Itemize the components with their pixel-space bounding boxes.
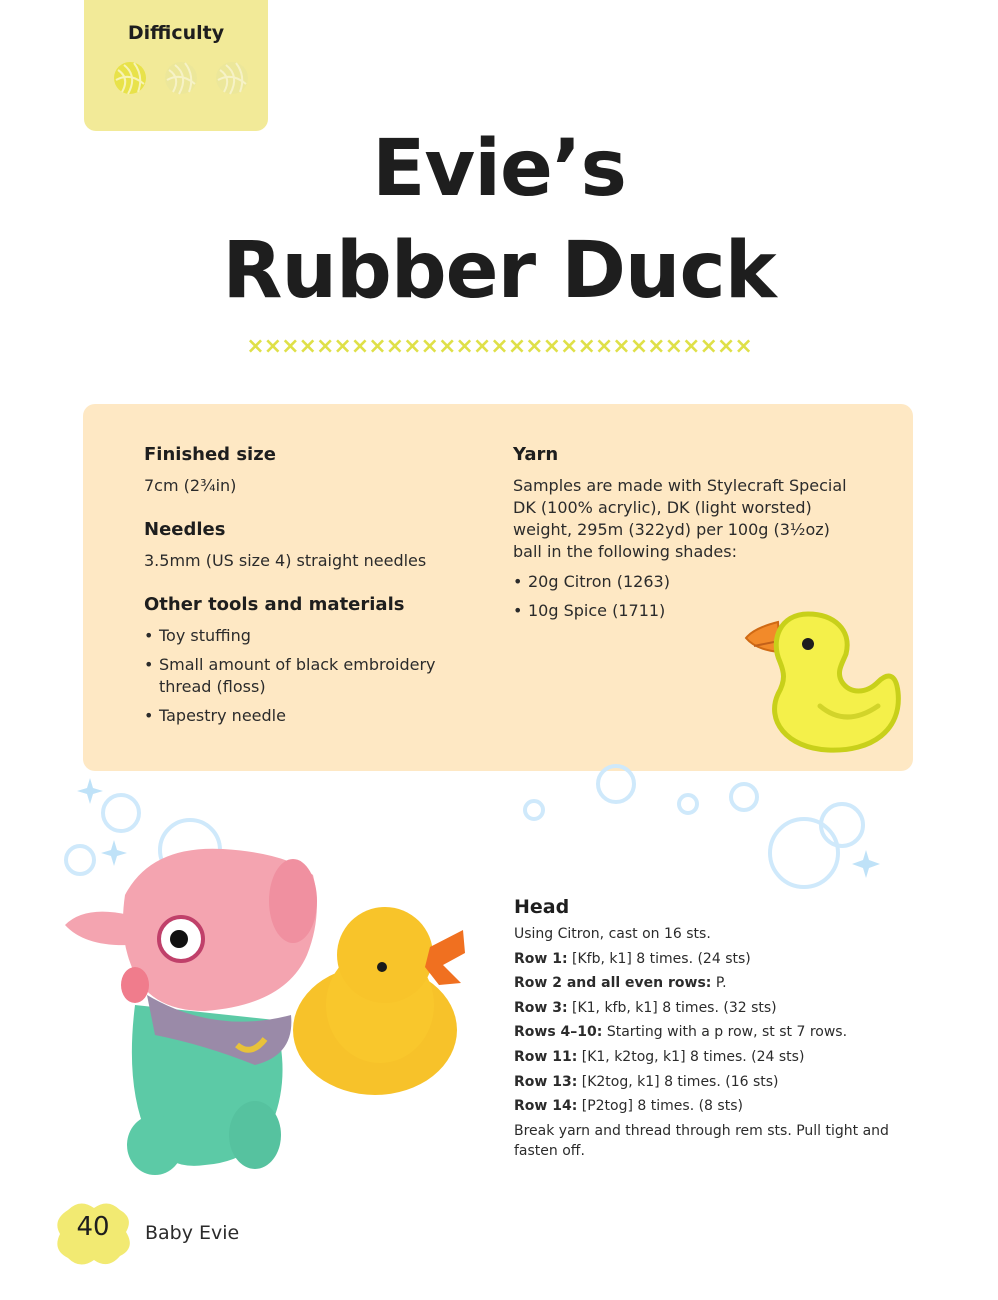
row-label: Row 2 and all even rows: [514, 975, 712, 992]
row-label: Row 13: [514, 1073, 578, 1090]
tools-heading: Other tools and materials [144, 594, 405, 615]
list-item: • Small amount of black embroidery thread (floss) [144, 654, 464, 698]
list-item: • Tapestry needle [144, 705, 464, 727]
tools-list [144, 625, 464, 727]
title-line-1: Evie’s [372, 124, 626, 214]
pattern-row [514, 998, 894, 1018]
yarn-ball-icon [214, 60, 250, 96]
difficulty-label: Difficulty [127, 22, 225, 44]
cross-stitch-divider: ××××××××××××××××××××××××××××× [246, 334, 752, 359]
row-label: Rows 4–10: [514, 1024, 603, 1041]
needles-heading: Needles [144, 519, 226, 540]
list-item: • Toy stuffing [144, 625, 464, 647]
yarn-ball-icon [112, 60, 148, 96]
row-label: Row 11: [514, 1048, 578, 1065]
row-text: Starting with a p row, st st 7 rows. [602, 1024, 848, 1041]
head-pattern [514, 896, 894, 1165]
title-line-2: Rubber Duck [222, 226, 776, 316]
yarn-ball-icon [163, 60, 199, 96]
head-heading: Head [514, 896, 570, 918]
pattern-intro: Using Citron, cast on 16 sts. [514, 926, 711, 942]
knitted-toys-photo [55, 835, 465, 1185]
list-item: • 10g Spice (1711) [513, 600, 853, 622]
pattern-row [514, 1047, 894, 1067]
pattern-row [514, 973, 894, 993]
finished-size-heading: Finished size [144, 444, 276, 465]
finished-size-text: 7cm (2¾in) [144, 476, 237, 495]
pattern-row [514, 1022, 894, 1042]
pattern-outro: Break yarn and thread through rem sts. Pull tight and fasten off. [514, 1122, 889, 1159]
row-text: P. [711, 975, 727, 992]
row-text: [Kfb, k1] 8 times. (24 sts) [567, 950, 751, 967]
pattern-row [514, 949, 894, 969]
row-text: [K2tog, k1] 8 times. (16 sts) [577, 1073, 779, 1090]
row-text: [K1, k2tog, k1] 8 times. (24 sts) [577, 1048, 805, 1065]
list-item: • 20g Citron (1263) [513, 571, 853, 593]
row-label: Row 14: [514, 1098, 578, 1115]
pattern-row [514, 1096, 894, 1116]
difficulty-rating [112, 60, 260, 100]
materials-left-column [144, 444, 464, 734]
page-number: 40 [76, 1212, 110, 1242]
row-label: Row 3: [514, 999, 568, 1016]
needles-text: 3.5mm (US size 4) straight needles [144, 551, 427, 570]
pattern-row [514, 1072, 894, 1092]
yarn-heading: Yarn [513, 444, 559, 465]
yarn-text: Samples are made with Stylecraft Special DK (100% acrylic), DK (light worsted) weight, 295m (322yd) per 100g (3½oz) ball in the following shades: [513, 476, 847, 561]
materials-right-column [513, 444, 853, 629]
row-text: [K1, kfb, k1] 8 times. (32 sts) [567, 999, 777, 1016]
row-text: [P2tog] 8 times. (8 sts) [577, 1098, 743, 1115]
page-title [0, 118, 998, 322]
section-name: Baby Evie [145, 1222, 240, 1244]
rubber-duck-icon [742, 610, 904, 755]
row-label: Row 1: [514, 950, 568, 967]
difficulty-panel [84, 0, 268, 131]
